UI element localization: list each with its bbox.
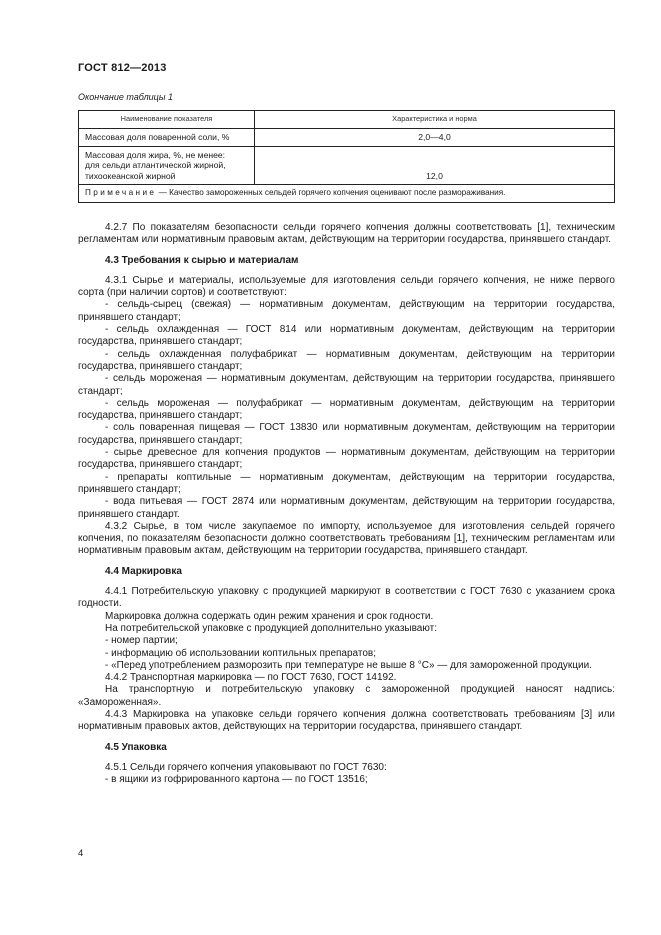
paragraph: Маркировка должна содержать один режим хранения и срок годности. (105, 610, 434, 622)
list-item: - информацию об использовании коптильных препаратов; (105, 647, 377, 659)
note-label: Примечание (85, 188, 157, 197)
list-item: - препараты коптильные — нормативным документам, действующим на территории государства, принявшего стандарт; (78, 471, 615, 495)
page-number: 4 (78, 848, 84, 859)
list-item: - сельдь мороженая — нормативным документам, действующим на территории государства, принявшего стандарт; (78, 373, 615, 397)
table-header-row (79, 111, 615, 129)
section-heading: 4.5 Упаковка (105, 741, 167, 753)
indicator-name: Массовая доля поваренной соли, % (79, 129, 255, 147)
indicator-value: 12,0 (255, 146, 615, 185)
column-header: Характеристика и норма (255, 111, 615, 129)
indicator-value: 2,0—4,0 (255, 129, 615, 147)
list-item: - «Перед употреблением разморозить при температуре не выше 8 °С» — для замороженной продукции. (105, 659, 592, 671)
paragraph: На потребительской упаковке с продукцией дополнительно указывают: (105, 622, 438, 634)
paragraph: 4.3.2 Сырье, в том числе закупаемое по импорту, используемое для изготовления сельдей горячего копчения, по показателям безопасности должно соответствовать требованиям [1], техническим регламентам или нормативным правовым актам, действующим на территории государства, принявшего стандарт. (78, 520, 615, 557)
table-note-row (79, 185, 615, 203)
section-heading: 4.4 Маркировка (105, 565, 182, 577)
table-caption: Окончание таблицы 1 (78, 92, 173, 102)
list-item: - сельдь мороженая — полуфабрикат — нормативным документам, действующим на территории государства, принявшего стандарт; (78, 397, 615, 422)
table-row (79, 129, 615, 147)
paragraph: 4.4.2 Транспортная маркировка — по ГОСТ 7630, ГОСТ 14192. (105, 672, 397, 684)
paragraph: 4.5.1 Сельди горячего копчения упаковывают по ГОСТ 7630: (105, 761, 387, 773)
list-item: - сырье древесное для копчения продуктов — нормативным документам, действующим на территории государства, принявшего стандарт; (78, 447, 615, 471)
note-text: — Качество замороженных сельдей горячего копчения оценивают после размораживания. (156, 188, 506, 197)
indicator-name (79, 146, 255, 185)
list-item: - в ящики из гофрированного картона — по ГОСТ 13516; (105, 774, 368, 786)
indicator-name-line: Массовая доля жира, %, не менее: (85, 149, 226, 160)
list-item: - сельдь охлажденная полуфабрикат — нормативным документам, действующим на территории государства, принявшего стандарт; (78, 348, 615, 372)
table-row (79, 146, 615, 185)
paragraph: 4.2.7 По показателям безопасности сельди горячего копчения должны соответствовать [1], техническим регламентам или нормативным правовым актам, действующим на территории государства, принявшего стандарт. (78, 222, 615, 246)
paragraph: 4.4.1 Потребительскую упаковку с продукцией маркируют в соответствии с ГОСТ 7630 с указанием срока годности. (78, 586, 615, 610)
list-item: - сельдь охлажденная — ГОСТ 814 или нормативным документам, действующим на территории государства, принявшего стандарт; (78, 324, 615, 348)
list-item: - соль поваренная пищевая — ГОСТ 13830 или нормативным документам, действующим на территории государства, принявшего стандарт; (78, 422, 615, 446)
table-note (79, 185, 615, 203)
paragraph: 4.4.3 Маркировка на упаковке сельди горячего копчения должна соответствовать требованиям [3] или нормативным правовых актов, действующих на территории государства, принявшего стандарт. (78, 708, 615, 733)
list-item: - вода питьевая — ГОСТ 2874 или нормативным документам, действующим на территории государства, принявшего стандарт. (78, 496, 615, 520)
document-header: ГОСТ 812—2013 (78, 62, 167, 74)
paragraph: На транспортную и потребительскую упаковку с замороженной продукцией наносят надпись: «Замороженная». (78, 684, 615, 708)
indicator-name-line: для сельди атлантической жирной, (85, 160, 226, 170)
column-header: Наименование показателя (79, 111, 255, 129)
indicators-table (78, 110, 615, 203)
section-heading: 4.3 Требования к сырью и материалам (105, 254, 299, 266)
document-body (78, 222, 615, 786)
indicator-name-line: тихоокеанской жирной (85, 170, 176, 181)
list-item: - сельдь-сырец (свежая) — нормативным документам, действующим на территории государства, принявшего стандарт; (78, 299, 615, 323)
list-item: - номер партии; (105, 635, 178, 647)
paragraph: 4.3.1 Сырье и материалы, используемые для изготовления сельди горячего копчения, не ниже первого сорта (при наличии сортов) и соответствуют: (78, 274, 615, 299)
